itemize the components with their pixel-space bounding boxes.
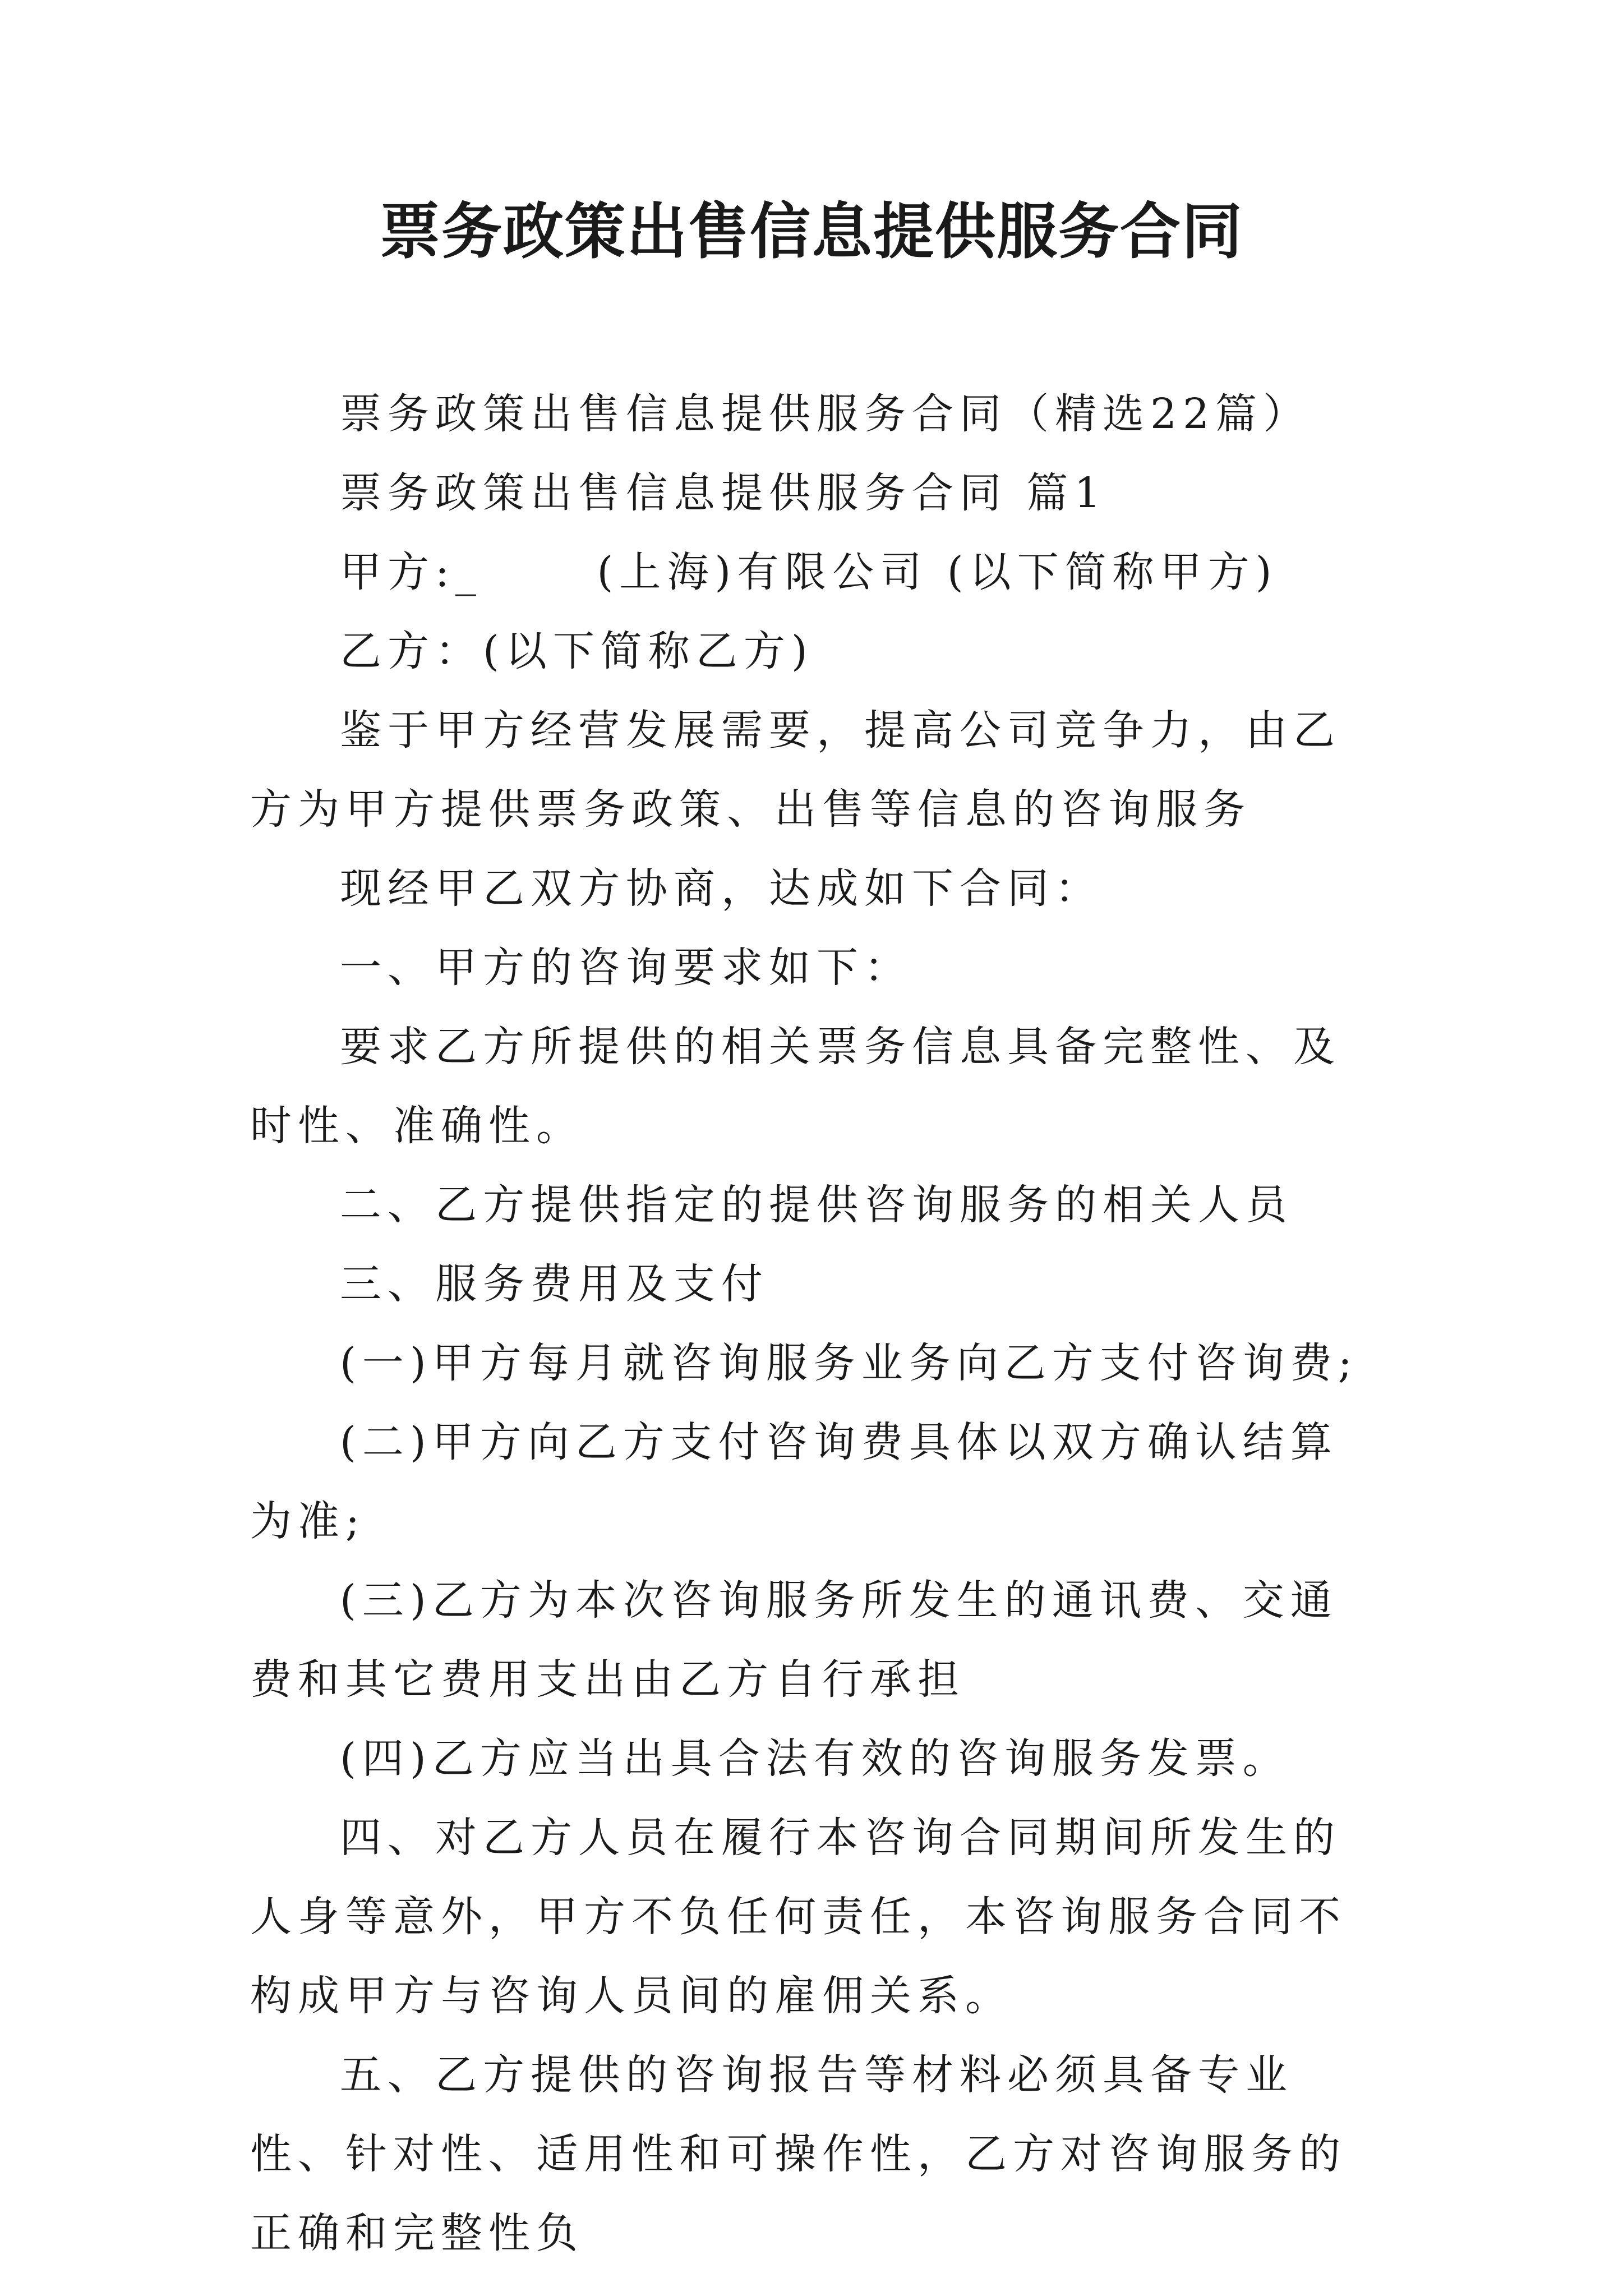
- paragraph-subtitle: 票务政策出售信息提供服务合同（精选22篇）: [340, 390, 1311, 438]
- paragraph-clause-3-item-3: (三)乙方为本次咨询服务所发生的通讯费、交通费和其它费用支出由乙方自行承担: [250, 1576, 1338, 1704]
- paragraph-clause-2: 二、乙方提供指定的提供咨询服务的相关人员: [340, 1181, 1293, 1229]
- paragraph-clause-4: 四、对乙方人员在履行本咨询合同期间所发生的人身等意外，甲方不负任何责任，本咨询服务合同不构成甲方与咨询人员间的雇佣关系。: [250, 1814, 1347, 2020]
- paragraph-clause-3-item-1: (一)甲方每月就咨询服务业务向乙方支付咨询费;: [340, 1339, 1358, 1387]
- paragraph-section-heading: 票务政策出售信息提供服务合同 篇1: [340, 469, 1107, 517]
- paragraph-agreement: 现经甲乙双方协商，达成如下合同：: [340, 864, 1103, 913]
- paragraph-clause-1-detail: 要求乙方所提供的相关票务信息具备完整性、及时性、准确性。: [250, 1023, 1341, 1150]
- document-title: 票务政策出售信息提供服务合同: [379, 196, 1243, 267]
- paragraph-clause-3-item-4: (四)乙方应当出具合法有效的咨询服务发票。: [340, 1734, 1290, 1783]
- paragraph-party-a: 甲方:_ (上海)有限公司 (以下简称甲方): [340, 548, 1278, 596]
- document-body: [250, 375, 1383, 2273]
- paragraph-clause-3-item-2: (二)甲方向乙方支付咨询费具体以双方确认结算为准;: [250, 1418, 1338, 1545]
- paragraph-clause-5: 五、乙方提供的咨询报告等材料必须具备专业性、针对性、适用性和可操作性，乙方对咨询服务的正确和完整性负: [250, 2051, 1347, 2257]
- paragraph-clause-1: 一、甲方的咨询要求如下：: [340, 944, 912, 992]
- paragraph-purpose: 鉴于甲方经营发展需要，提高公司竞争力，由乙方为甲方提供票务政策、出售等信息的咨询服务: [250, 706, 1341, 834]
- paragraph-clause-3: 三、服务费用及支付: [340, 1260, 769, 1308]
- paragraph-party-b: 乙方：(以下简称乙方): [340, 627, 814, 675]
